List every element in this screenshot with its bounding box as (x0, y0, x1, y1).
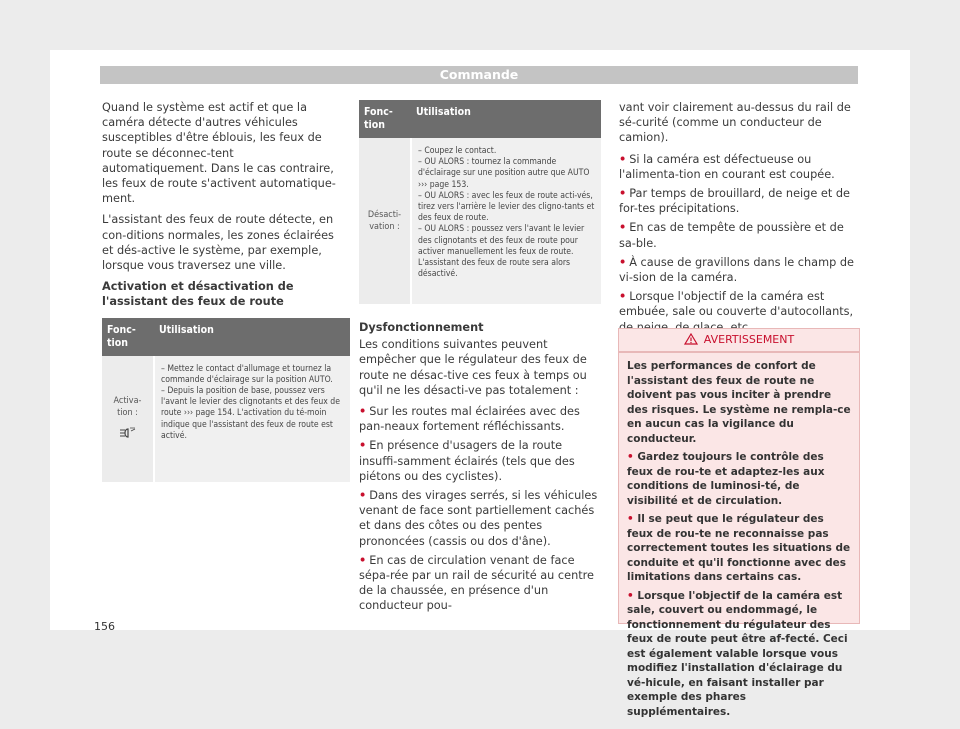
list-item: • Par temps de brouillard, de neige et de for-tes précipitations. (619, 187, 850, 216)
table-line: indique que l'assistant des feux de route est activé. (161, 419, 333, 441)
warning-item: • Gardez toujours le contrôle des feux de rou-te et adaptez-les aux conditions de luminosi-té, de visibilité et de circulation. (627, 451, 825, 507)
list-item: • Dans des virages serrés, si les véhicules venant de face sont partiellement cachés et dans des côtes ou des pentes prononcées (cassis ou dos d'âne). (359, 489, 598, 548)
table-header-usage: Utilisation (411, 100, 601, 138)
high-beam-assist-icon (106, 427, 149, 443)
paragraph: Quand le système est actif et que la caméra détecte d'autres véhicules susceptibles d'être éblouis, les feux de route se déconnec-tent automatiquement. Dans le cas contraire, les feux de route s'activent automatique-ment. (102, 101, 336, 206)
list-item: • En cas de circulation venant de face sépa-rée par un rail de sécurité au centre de la chaussée, en présence d'un conducteur pou- (359, 553, 595, 613)
warning-item: • Lorsque l'objectif de la caméra est sale, couvert ou endommagé, le fonctionnement du régulateur des feux de route peut être af-fecté. Ceci est également valable lorsque vous modifiez l'installation d'éclairage du vé-hicule, en faisant installer par exemple des phares supplémentaires. (627, 589, 848, 718)
warning-triangle-icon (684, 331, 698, 353)
list-item: • À cause de gravillons dans le champ de vi-sion de la caméra. (619, 255, 854, 285)
page-number: 156 (94, 620, 115, 633)
table-header-usage: Utilisation (154, 318, 350, 356)
table-line: – OU ALORS : avec les feux de route acti-vés, tirez vers l'arrière le levier des cligno-tants et des feux de route. (418, 190, 595, 224)
paragraph: L'assistant des feux de route détecte, en con-ditions normales, les zones éclairées et dés-active le système, par exemple, lorsque vous traversez une ville. (102, 213, 334, 273)
table-header-function: Fonc-tion (102, 318, 154, 356)
warning-body (619, 353, 859, 729)
column-2 (359, 100, 601, 618)
list-item: • En cas de tempête de poussière et de sa-ble. (619, 221, 844, 250)
list-item: • Sur les routes mal éclairées avec des pan-neaux fortement réfléchissants. (359, 405, 580, 434)
paragraph: vant voir clairement au-dessus du rail de sé-curité (comme un conducteur de camion). (619, 101, 851, 145)
table-header-function: Fonc-tion (359, 100, 411, 138)
table-line: – OU ALORS : tournez la commande d'éclairage sur une position autre que AUTO ››› page 153. (418, 157, 590, 190)
activation-label: Activa-tion : (113, 395, 142, 418)
deactivation-table (359, 100, 601, 304)
warning-box (618, 328, 860, 718)
column-3 (619, 100, 859, 339)
table-line: – OU ALORS : poussez vers l'avant le levier des clignotants et des feux de route pour activer manuellement les feux de route. L'assistant des feux de route sera alors désactivé. (418, 224, 585, 280)
table-row-label (102, 356, 154, 482)
table-row-content (411, 138, 601, 304)
table-line: – Mettez le contact d'allumage et tournez la commande d'éclairage sur la position AUTO. (161, 363, 333, 385)
list-item: • Lorsque l'objectif de la caméra est embuée, sale ou couverte d'autocollants, (619, 290, 854, 319)
paragraph: Les conditions suivantes peuvent empêcher que le régulateur des feux de route ne désac-tive ces feux à temps ou qu'il ne les désacti-ve pas totalement : (359, 338, 587, 397)
warning-title: AVERTISSEMENT (703, 333, 795, 346)
table-line: – Depuis la position de base, poussez vers l'avant le levier des clignotants et des feux de route ››› page 154. L'activation du té-moin (161, 386, 340, 419)
deactivation-label: Désacti-vation : (359, 138, 411, 304)
list-item: • Si la caméra est défectueuse ou l'alimenta-tion en courant est coupée. (619, 152, 835, 181)
table-row-content (154, 356, 350, 482)
table-line: – Coupez le contact. (418, 146, 497, 156)
section-header: Commande (100, 66, 858, 84)
column-1 (102, 100, 342, 482)
list-item: • En présence d'usagers de la route insuffi-samment éclairés (tels que des piétons ou des cyclistes). (359, 439, 575, 483)
warning-header (619, 329, 859, 353)
section-heading: Dysfonctionnement (359, 321, 484, 334)
warning-intro: Les performances de confort de l'assistant des feux de route ne doivent pas vous inciter à prendre des risques. Le système ne rempla-ce en aucun cas la vigilance du conducteur. (627, 360, 851, 445)
section-heading: Activation et désactivation de l'assistant des feux de route (102, 280, 294, 309)
warning-item: • Il se peut que le régulateur des feux de rou-te ne reconnaisse pas correctement toutes les situations de conduite et qu'il fonctionne avec des limitations dans certains cas. (627, 513, 851, 583)
activation-table (102, 318, 350, 482)
